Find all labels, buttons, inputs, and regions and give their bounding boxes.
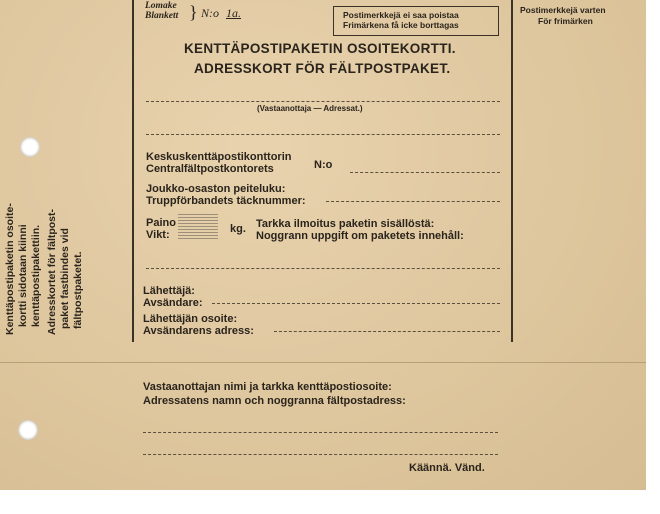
weight-label xyxy=(146,217,176,241)
form-label-fi: Lomake xyxy=(145,1,177,11)
unit-code-line xyxy=(326,201,500,202)
form-label xyxy=(145,1,178,21)
unit-code-label xyxy=(146,183,306,207)
sidebar-line-6: fältpostpaketet. xyxy=(72,251,84,329)
unit-code-fi: Joukko-osaston peiteluku: xyxy=(146,183,286,195)
lower-address-line-2 xyxy=(143,454,498,455)
form-number-prefix: N:o xyxy=(201,6,219,20)
turn-over-label: Käännä. Vänd. xyxy=(409,462,485,474)
sidebar-line-2: kortti sidotaan kiinni xyxy=(17,224,29,327)
stamp-area-label-fi: Postimerkkejä varten xyxy=(520,5,606,15)
sender-line xyxy=(212,303,500,304)
recipient-line-2 xyxy=(146,134,500,135)
right-frame-line xyxy=(511,0,513,342)
central-office-sv: Centralfältpostkontorets xyxy=(146,163,274,175)
sender-address-sv: Avsändarens adress: xyxy=(143,325,254,337)
stamp-notice-fi: Postimerkkejä ei saa poistaa xyxy=(343,10,459,20)
sender-label xyxy=(143,285,203,309)
unit-code-sv: Truppförbandets täcknummer: xyxy=(146,195,306,207)
recipient-line-1 xyxy=(146,101,500,102)
weight-unit: kg. xyxy=(230,223,246,235)
form-brace: } xyxy=(189,2,198,22)
contents-label-fi: Tarkka ilmoitus paketin sisällöstä: xyxy=(256,218,435,230)
sidebar-line-4: Adresskortet för fältpost- xyxy=(46,208,58,335)
sidebar-instructions xyxy=(4,5,124,335)
lower-address-line-1 xyxy=(143,432,498,433)
lower-recipient-fi: Vastaanottajan nimi ja tarkka kenttäpostiosoite: xyxy=(143,381,392,393)
stamp-area-label-sv: För frimärken xyxy=(538,16,593,26)
weight-field[interactable] xyxy=(178,214,218,240)
contents-line xyxy=(146,268,500,269)
recipient-caption: (Vastaanottaja — Adressat.) xyxy=(257,104,363,113)
lower-recipient-sv: Adressatens namn och noggranna fältpostadress: xyxy=(143,395,406,407)
form-label-sv: Blankett xyxy=(145,11,179,21)
punch-hole-bottom xyxy=(18,420,38,440)
sender-label-sv: Avsändare: xyxy=(143,297,203,309)
sidebar-line-1: Kenttäpostipaketin osoite- xyxy=(4,203,16,335)
central-office-number-label: N:o xyxy=(314,159,333,171)
weight-label-sv: Vikt: xyxy=(146,229,170,241)
central-office-number-line xyxy=(350,172,500,173)
fold-line xyxy=(0,362,646,363)
sender-address-label xyxy=(143,313,254,337)
left-frame-line xyxy=(132,0,134,342)
form-number-value: 1a. xyxy=(226,6,241,20)
form-number xyxy=(201,6,241,21)
central-office-fi: Keskuskenttäpostikonttorin xyxy=(146,151,292,163)
weight-label-fi: Paino xyxy=(146,217,176,229)
sidebar-line-3: kenttäpostipakettiin. xyxy=(30,224,42,327)
contents-label-sv: Noggrann uppgift om paketets innehåll: xyxy=(256,230,464,242)
sender-address-fi: Lähettäjän osoite: xyxy=(143,313,238,325)
stamp-notice-box xyxy=(333,6,499,36)
sender-address-line xyxy=(274,331,500,332)
central-office-label xyxy=(146,151,291,175)
title-swedish: ADRESSKORT FÖR FÄLTPOSTPAKET. xyxy=(194,61,451,76)
sender-label-fi: Lähettäjä: xyxy=(143,285,195,297)
stamp-notice-sv: Frimärkena få icke borttagas xyxy=(343,20,459,30)
sidebar-line-5: paket fastbindes vid xyxy=(59,228,71,329)
contents-label xyxy=(256,218,464,242)
title-finnish: KENTTÄPOSTIPAKETIN OSOITEKORTTI. xyxy=(184,41,456,56)
